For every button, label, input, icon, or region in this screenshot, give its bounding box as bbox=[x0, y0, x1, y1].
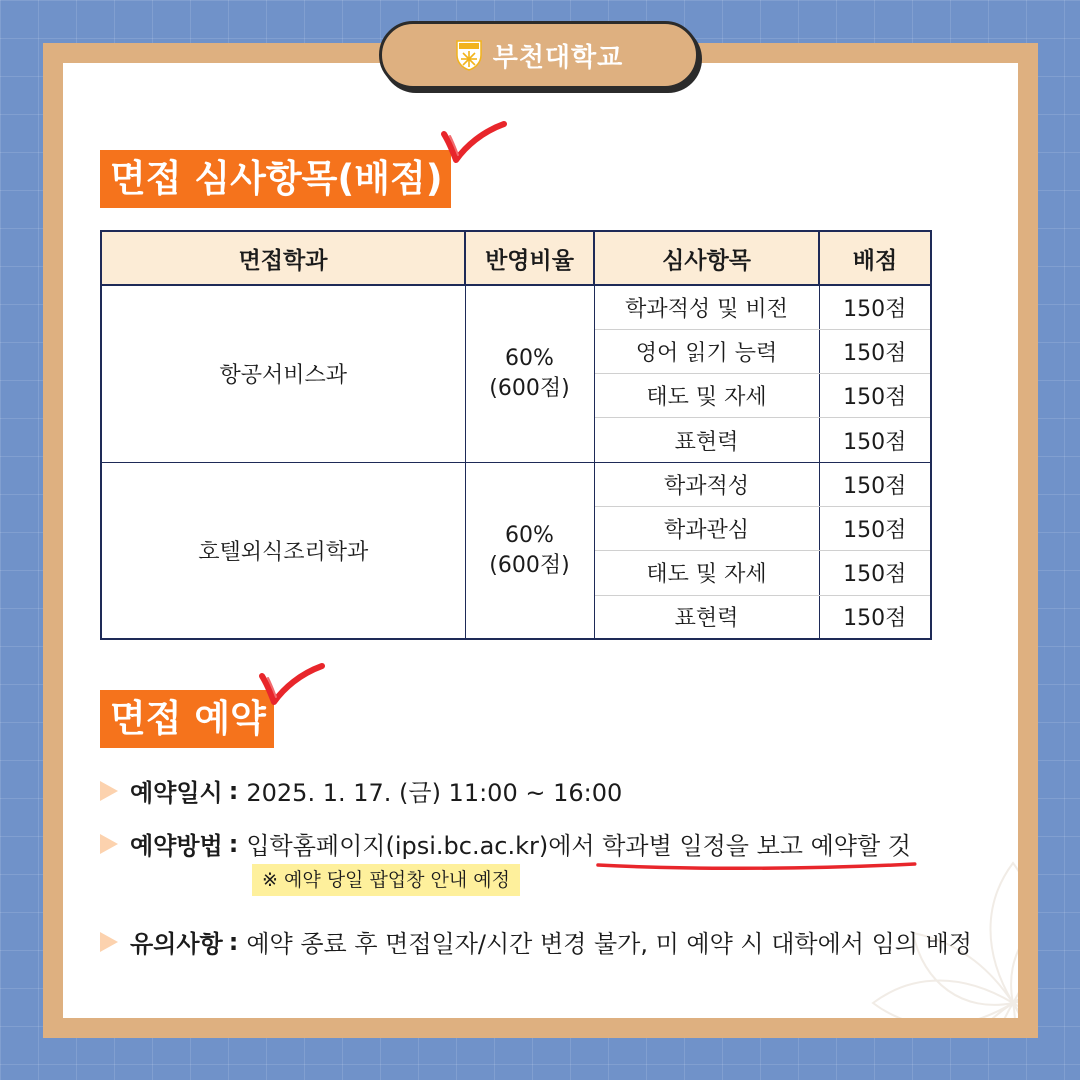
info-label-caution: 유의사항 bbox=[130, 930, 223, 958]
ratio-cell bbox=[465, 285, 594, 462]
section-title-interview-criteria: 면접 심사항목(배점) bbox=[100, 150, 451, 208]
table-row bbox=[101, 285, 931, 329]
criteria-cell: 영어 읽기 능력 bbox=[594, 329, 819, 373]
university-name: 부천대학교 bbox=[492, 42, 624, 73]
criteria-cell: 학과적성 및 비전 bbox=[594, 285, 819, 329]
info-value-method: 입학홈페이지(ipsi.bc.ac.kr)에서 bbox=[246, 832, 603, 860]
score-cell: 150점 bbox=[819, 418, 931, 462]
info-separator: : bbox=[228, 829, 239, 858]
ratio-points: (600점) bbox=[489, 375, 570, 401]
ratio-percent: 60% bbox=[505, 522, 554, 548]
header-ratio: 반영비율 bbox=[465, 231, 594, 285]
info-value-method-emphasis bbox=[602, 826, 911, 861]
red-underline-icon bbox=[596, 859, 917, 875]
table-header-row bbox=[101, 231, 931, 285]
arrow-bullet-icon bbox=[100, 834, 118, 854]
department-cell: 항공서비스과 bbox=[101, 285, 465, 462]
score-cell: 150점 bbox=[819, 374, 931, 418]
info-value-date: 2025. 1. 17. (금) 11:00 ~ 16:00 bbox=[246, 779, 623, 807]
university-header-tab bbox=[379, 21, 699, 89]
ratio-cell bbox=[465, 462, 594, 639]
info-label-date: 예약일시 bbox=[130, 779, 223, 807]
criteria-cell: 표현력 bbox=[594, 595, 819, 639]
score-cell: 150점 bbox=[819, 329, 931, 373]
info-row-date bbox=[100, 773, 622, 808]
score-cell: 150점 bbox=[819, 506, 931, 550]
red-check-icon bbox=[258, 662, 328, 710]
info-separator: : bbox=[228, 776, 239, 805]
popup-notice: ※ 예약 당일 팝업창 안내 예정 bbox=[252, 864, 520, 896]
ratio-points: (600점) bbox=[489, 552, 570, 578]
info-label-method: 예약방법 bbox=[130, 832, 223, 860]
score-cell: 150점 bbox=[819, 285, 931, 329]
red-check-icon bbox=[440, 120, 510, 168]
table-row bbox=[101, 462, 931, 506]
header-criteria: 심사항목 bbox=[594, 231, 819, 285]
criteria-cell: 태도 및 자세 bbox=[594, 551, 819, 595]
info-value-caution: 예약 종료 후 면접일자/시간 변경 불가, 미 예약 시 대학에서 임의 배정 bbox=[246, 930, 972, 958]
info-separator: : bbox=[228, 927, 239, 956]
score-cell: 150점 bbox=[819, 595, 931, 639]
header-score: 배점 bbox=[819, 231, 931, 285]
arrow-bullet-icon bbox=[100, 932, 118, 952]
score-cell: 150점 bbox=[819, 462, 931, 506]
header-department: 면접학과 bbox=[101, 231, 465, 285]
ratio-percent: 60% bbox=[505, 345, 554, 371]
department-cell: 호텔외식조리학과 bbox=[101, 462, 465, 639]
score-cell: 150점 bbox=[819, 551, 931, 595]
university-emblem-icon bbox=[455, 39, 483, 71]
arrow-bullet-icon bbox=[100, 781, 118, 801]
interview-score-table bbox=[100, 230, 932, 640]
info-row-method bbox=[100, 826, 911, 861]
criteria-cell: 태도 및 자세 bbox=[594, 374, 819, 418]
criteria-cell: 표현력 bbox=[594, 418, 819, 462]
section-title-interview-reservation: 면접 예약 bbox=[100, 690, 274, 748]
method-emphasis-text: 학과별 일정을 보고 예약할 것 bbox=[602, 832, 911, 860]
criteria-cell: 학과적성 bbox=[594, 462, 819, 506]
info-row-caution bbox=[100, 924, 972, 959]
criteria-cell: 학과관심 bbox=[594, 506, 819, 550]
